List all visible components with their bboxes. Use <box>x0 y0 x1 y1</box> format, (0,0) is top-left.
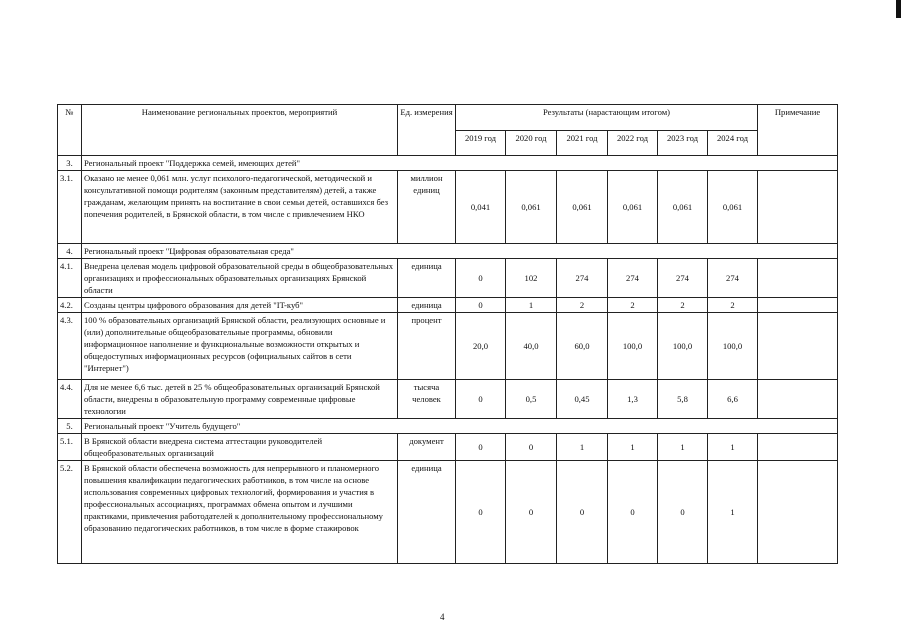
row-number: 4.1. <box>58 259 82 298</box>
section-row <box>58 244 838 259</box>
row-value: 274 <box>658 259 708 298</box>
row-value: 1 <box>557 434 608 461</box>
header-year: 2022 год <box>608 130 658 156</box>
section-number: 4. <box>58 244 82 259</box>
header-no: № <box>58 105 82 156</box>
row-unit: тысяча человек <box>398 380 456 419</box>
row-unit: процент <box>398 313 456 380</box>
results-table <box>57 104 838 564</box>
row-value: 2 <box>708 298 758 313</box>
row-note <box>758 461 838 564</box>
page-number: 4 <box>440 612 445 622</box>
row-name: 100 % образовательных организаций Брянской области, реализующих основные и (или) дополнительные общеобразовательные программы, обновили информационное наполнение и функциональные возможности открытых и общедоступных информационных ресурсов (официальных сайтов в сети "Интернет") <box>82 313 398 380</box>
row-value: 0 <box>557 461 608 564</box>
row-value: 20,0 <box>456 313 506 380</box>
header-name: Наименование региональных проектов, мероприятий <box>82 105 398 156</box>
row-value: 5,8 <box>658 380 708 419</box>
row-value: 1 <box>608 434 658 461</box>
row-number: 4.2. <box>58 298 82 313</box>
table-row <box>58 461 838 564</box>
row-value: 2 <box>608 298 658 313</box>
row-value: 0 <box>456 259 506 298</box>
table-row <box>58 259 838 298</box>
row-name: Внедрена целевая модель цифровой образовательной среды в общеобразовательных организациях и профессиональных образовательных организациях Брянской области <box>82 259 398 298</box>
row-value: 6,6 <box>708 380 758 419</box>
row-name: Созданы центры цифрового образования для детей "IT-куб" <box>82 298 398 313</box>
header-year: 2023 год <box>658 130 708 156</box>
row-value: 2 <box>658 298 708 313</box>
row-value: 0,45 <box>557 380 608 419</box>
row-value: 0 <box>608 461 658 564</box>
table-row <box>58 313 838 380</box>
row-value: 0 <box>456 434 506 461</box>
row-value: 0,041 <box>456 171 506 244</box>
row-value: 100,0 <box>708 313 758 380</box>
row-note <box>758 380 838 419</box>
scan-edge-mark <box>896 0 901 18</box>
row-note <box>758 171 838 244</box>
row-name: Для не менее 6,6 тыс. детей в 25 % общеобразовательных организаций Брянской области, внедрены в образовательную программу современные цифровые технологии <box>82 380 398 419</box>
header-year: 2021 год <box>557 130 608 156</box>
section-number: 3. <box>58 156 82 171</box>
row-value: 0 <box>456 461 506 564</box>
header-year: 2019 год <box>456 130 506 156</box>
header-year: 2024 год <box>708 130 758 156</box>
section-row <box>58 419 838 434</box>
row-value: 2 <box>557 298 608 313</box>
header-results: Результаты (нарастающим итогом) <box>456 105 758 131</box>
table-row <box>58 171 838 244</box>
row-value: 100,0 <box>608 313 658 380</box>
row-unit: документ <box>398 434 456 461</box>
row-value: 274 <box>557 259 608 298</box>
row-note <box>758 259 838 298</box>
row-value: 0,061 <box>708 171 758 244</box>
row-value: 274 <box>708 259 758 298</box>
section-title: Региональный проект "Поддержка семей, имеющих детей" <box>82 156 838 171</box>
row-value: 0 <box>456 380 506 419</box>
row-value: 40,0 <box>506 313 557 380</box>
row-value: 0,5 <box>506 380 557 419</box>
header-unit: Ед. измерения <box>398 105 456 156</box>
row-name: В Брянской области обеспечена возможность для непрерывного и планомерного повышения квалификации педагогических работников, в том числе на основе использования современных цифровых технологий, формирования и участия в профессиональных ассоциациях, программах обмена опытом и лучшими практиками, привлечения работодателей к дополнительному профессиональному образованию педагогических работников, в том числе в форме стажировок <box>82 461 398 564</box>
row-value: 0 <box>506 461 557 564</box>
row-value: 102 <box>506 259 557 298</box>
row-value: 0 <box>658 461 708 564</box>
row-value: 1 <box>658 434 708 461</box>
section-row <box>58 156 838 171</box>
section-title: Региональный проект "Цифровая образовательная среда" <box>82 244 838 259</box>
table-row <box>58 380 838 419</box>
row-note <box>758 434 838 461</box>
row-value: 0,061 <box>658 171 708 244</box>
table-body <box>58 156 838 564</box>
row-unit: единица <box>398 298 456 313</box>
row-value: 0 <box>456 298 506 313</box>
section-title: Региональный проект "Учитель будущего" <box>82 419 838 434</box>
row-number: 5.2. <box>58 461 82 564</box>
row-note <box>758 313 838 380</box>
table-row <box>58 298 838 313</box>
row-unit: единица <box>398 461 456 564</box>
row-unit: миллион единиц <box>398 171 456 244</box>
header-row <box>58 105 838 131</box>
row-value: 274 <box>608 259 658 298</box>
row-value: 1 <box>506 298 557 313</box>
header-year: 2020 год <box>506 130 557 156</box>
row-number: 4.4. <box>58 380 82 419</box>
row-unit: единица <box>398 259 456 298</box>
row-value: 1 <box>708 434 758 461</box>
row-value: 0,061 <box>557 171 608 244</box>
row-number: 5.1. <box>58 434 82 461</box>
row-value: 0 <box>506 434 557 461</box>
row-number: 4.3. <box>58 313 82 380</box>
table-row <box>58 434 838 461</box>
row-value: 1 <box>708 461 758 564</box>
section-number: 5. <box>58 419 82 434</box>
row-value: 1,3 <box>608 380 658 419</box>
row-value: 60,0 <box>557 313 608 380</box>
row-value: 0,061 <box>608 171 658 244</box>
row-note <box>758 298 838 313</box>
row-name: Оказано не менее 0,061 млн. услуг психолого-педагогической, методической и консультативной помощи родителям (законным представителям) детей, а также гражданам, желающим принять на воспитание в свои семьи детей, оставшихся без попечения родителей, в Брянской области, в том числе с привлечением НКО <box>82 171 398 244</box>
row-name: В Брянской области внедрена система аттестации руководителей общеобразовательных организаций <box>82 434 398 461</box>
row-number: 3.1. <box>58 171 82 244</box>
row-value: 100,0 <box>658 313 708 380</box>
header-note: Примечание <box>758 105 838 156</box>
row-value: 0,061 <box>506 171 557 244</box>
